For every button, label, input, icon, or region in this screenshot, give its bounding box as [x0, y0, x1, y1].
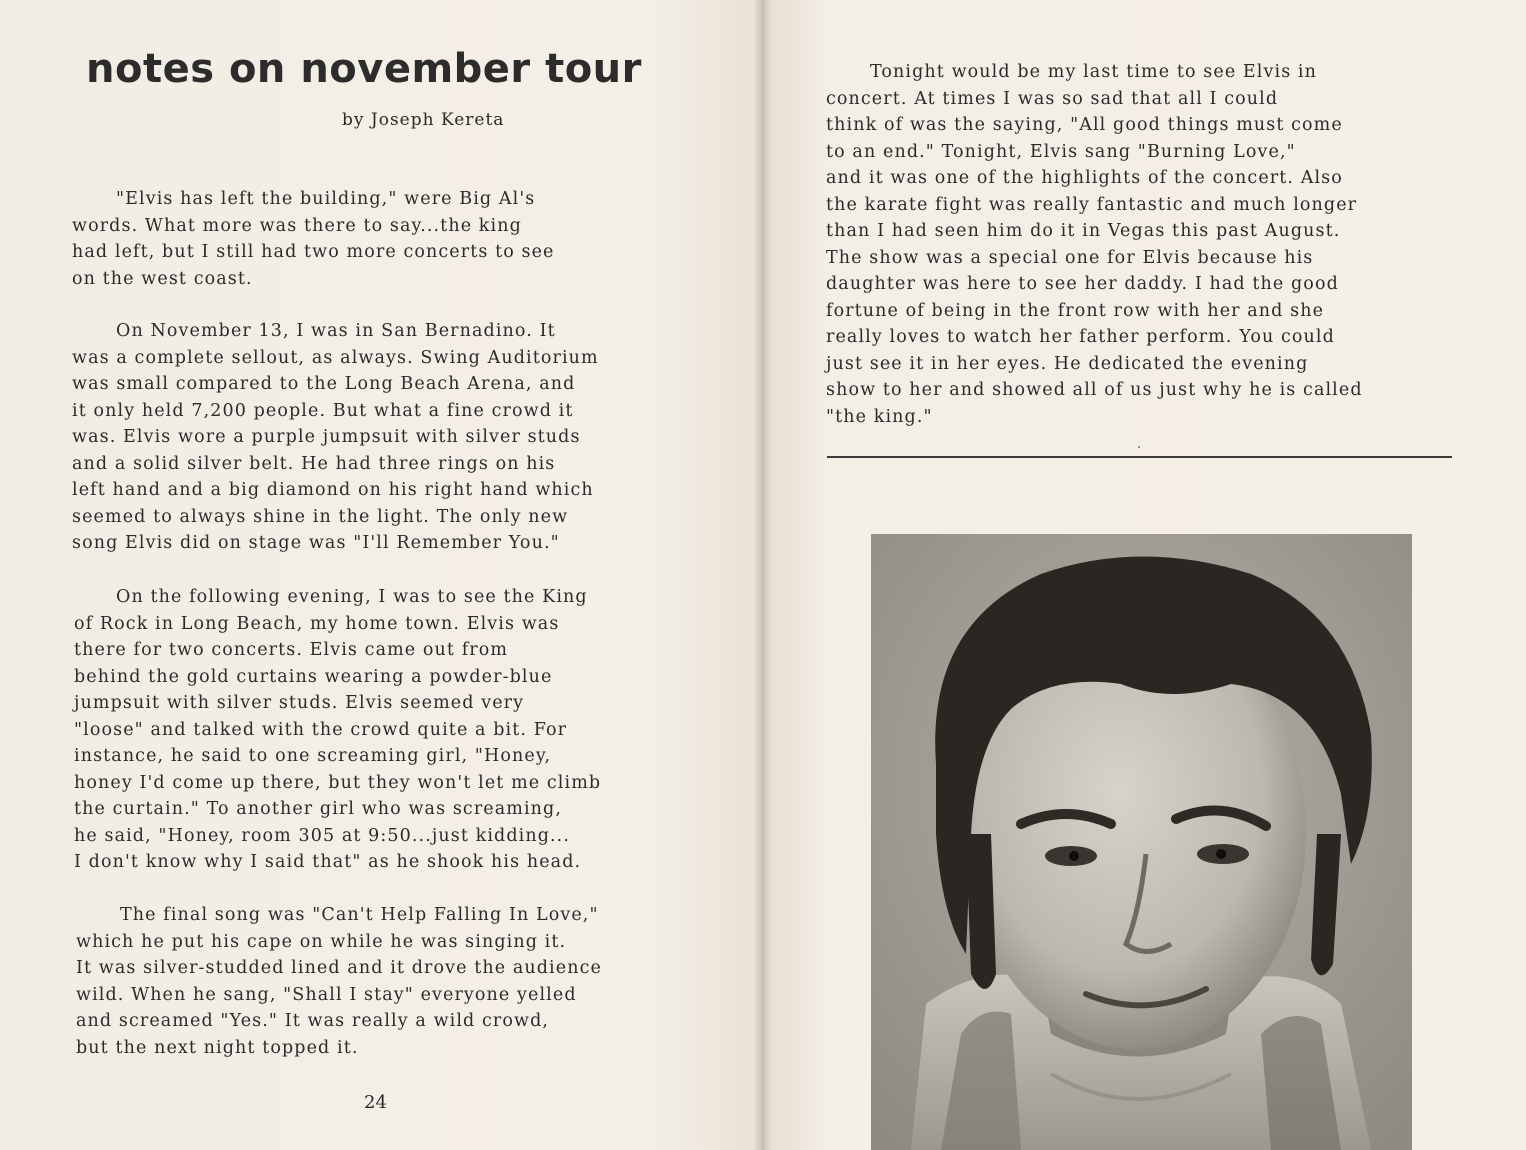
paper-speck: [1138, 446, 1140, 448]
text-line: "the king.": [826, 406, 933, 427]
paragraph: [74, 584, 601, 876]
text-line: It was silver-studded lined and it drove the audience: [76, 958, 602, 978]
text-line: "Elvis has left the building," were Big Al's: [116, 189, 536, 209]
text-line: and screamed "Yes." It was really a wild crowd,: [76, 1011, 550, 1031]
text-line: On the following evening, I was to see the King: [116, 587, 588, 607]
text-line: which he put his cape on while he was singing it.: [76, 931, 567, 952]
text-line: left hand and a big diamond on his right hand which: [72, 480, 594, 500]
text-line: jumpsuit with silver studs. Elvis seemed very: [74, 693, 525, 713]
text-line: fortune of being in the front row with her and she: [826, 300, 1325, 321]
paragraph: [826, 59, 1363, 430]
text-line: instance, he said to one screaming girl, "Honey,: [74, 746, 552, 766]
text-line: was a complete sellout, as always. Swing Auditorium: [72, 347, 599, 368]
article-title: notes on november tour: [86, 46, 642, 92]
article-byline: by Joseph Kereta: [342, 110, 505, 130]
portrait-photo: [871, 534, 1412, 1150]
text-line: wild. When he sang, "Shall I stay" everyone yelled: [76, 984, 577, 1005]
text-line: Tonight would be my last time to see Elvis in: [870, 62, 1318, 82]
text-line: seemed to always shine in the light. The only new: [72, 506, 569, 527]
page-number: 24: [364, 1092, 387, 1113]
paragraph: [72, 318, 599, 557]
text-line: just see it in her eyes. He dedicated the evening: [826, 353, 1309, 374]
text-line: was. Elvis wore a purple jumpsuit with silver studs: [72, 427, 581, 447]
horizontal-rule: [827, 456, 1452, 458]
text-line: it only held 7,200 people. But what a fine crowd it: [72, 400, 574, 421]
text-line: on the west coast.: [72, 268, 253, 289]
text-line: was small compared to the Long Beach Arena, and: [72, 374, 576, 394]
text-line: show to her and showed all of us just why he is called: [826, 380, 1363, 400]
text-line: to an end." Tonight, Elvis sang "Burning Love,": [826, 141, 1296, 162]
text-line: the karate fight was really fantastic and much longer: [826, 194, 1358, 215]
text-line: think of was the saying, "All good things must come: [826, 115, 1343, 135]
text-line: really loves to watch her father perform. You could: [826, 327, 1335, 347]
text-line: than I had seen him do it in Vegas this past August.: [826, 221, 1341, 241]
paragraph: [76, 902, 602, 1061]
text-line: there for two concerts. Elvis came out from: [74, 640, 509, 660]
text-line: song Elvis did on stage was "I'll Remember You.": [72, 533, 560, 553]
text-line: and it was one of the highlights of the concert. Also: [826, 168, 1343, 188]
text-line: The show was a special one for Elvis because his: [826, 247, 1314, 268]
text-line: honey I'd come up there, but they won't let me climb: [74, 772, 602, 793]
book-gutter: [752, 0, 774, 1150]
text-line: behind the gold curtains wearing a powder-blue: [74, 666, 553, 687]
text-line: the curtain." To another girl who was screaming,: [74, 799, 563, 819]
text-line: "loose" and talked with the crowd quite a bit. For: [74, 719, 568, 740]
text-line: but the next night topped it.: [76, 1037, 359, 1058]
text-line: I don't know why I said that" as he shook his head.: [74, 852, 582, 872]
text-line: On November 13, I was in San Bernadino. It: [116, 321, 556, 341]
text-line: The final song was "Can't Help Falling In Love,": [120, 905, 599, 925]
text-line: daughter was here to see her daddy. I had the good: [826, 274, 1339, 294]
text-line: of Rock in Long Beach, my home town. Elvis was: [74, 613, 560, 634]
text-line: concert. At times I was so sad that all I could: [826, 88, 1279, 109]
text-line: and a solid silver belt. He had three rings on his: [72, 453, 556, 474]
text-line: he said, "Honey, room 305 at 9:50...just kidding...: [74, 825, 571, 846]
text-line: words. What more was there to say...the king: [72, 215, 522, 236]
text-line: had left, but I still had two more concerts to see: [72, 242, 555, 262]
paragraph: [72, 186, 555, 292]
